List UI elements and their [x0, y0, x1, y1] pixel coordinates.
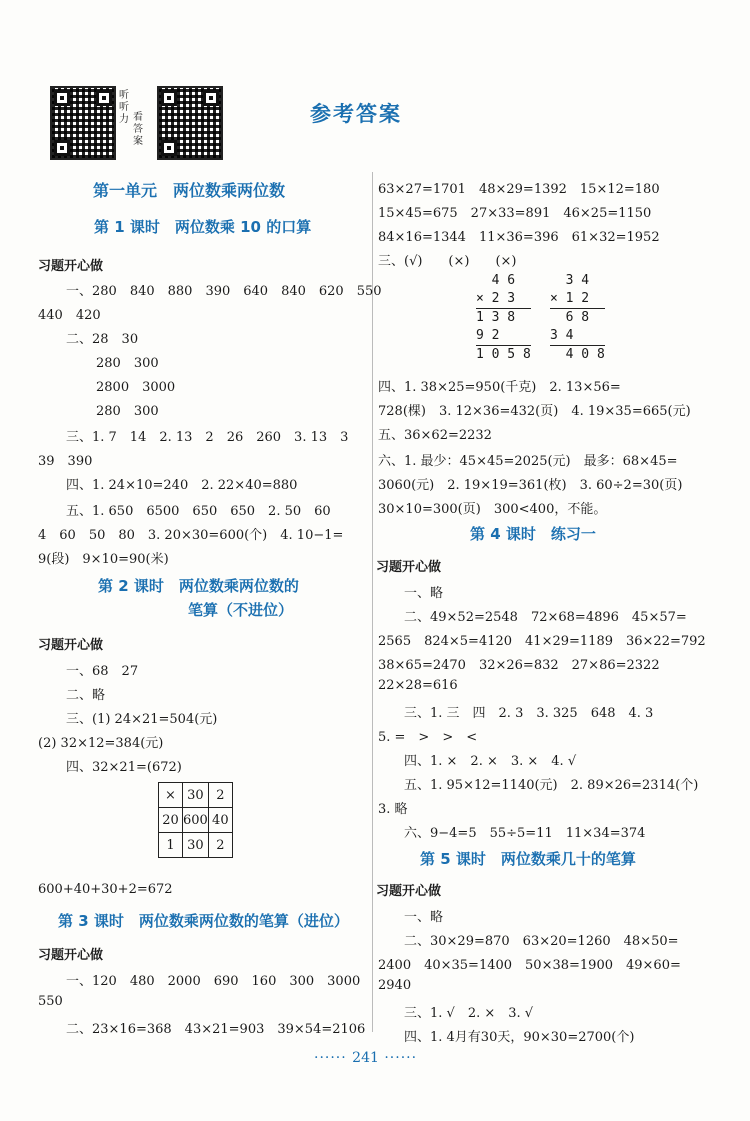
answer-line: 一、略	[404, 910, 444, 925]
answer-line: 9(段) 9×10=90(米)	[38, 552, 169, 567]
answer-line: 四、1. × 2. × 3. × 4. √	[404, 754, 577, 769]
answer-line: 二、略	[66, 688, 106, 703]
answer-line: 四、1. 4月有30天，90×30=2700(个)	[404, 1030, 635, 1045]
qr-code-listening[interactable]	[50, 86, 116, 160]
answer-line: 四、1. 38×25=950(千克) 2. 13×56=	[378, 380, 621, 395]
answer-line: 2565 824×5=4120 41×29=1189 36×22=792	[378, 634, 706, 649]
vertical-multiplication-2: 3 4 × 1 2 6 8 3 4 4 0 8	[550, 273, 605, 362]
answer-line: 三、1. √ 2. × 3. √	[404, 1006, 534, 1021]
section-label: 习题开心做	[38, 638, 104, 653]
answer-line: 280 300	[96, 404, 159, 419]
answer-line: 728(棵) 3. 12×36=432(页) 4. 19×35=665(元)	[378, 404, 691, 419]
lesson-2-heading: 第 2 课时 两位数乘两位数的	[98, 577, 299, 595]
answer-line: 五、1. 95×12=1140(元) 2. 89×26=2314(个)	[404, 778, 699, 793]
answer-line: 二、30×29=870 63×20=1260 48×50=	[404, 934, 679, 949]
answer-line: 二、23×16=368 43×21=903 39×54=2106	[66, 1022, 366, 1037]
answer-line: 2400 40×35=1400 50×38=1900 49×60=	[378, 958, 681, 973]
section-label: 习题开心做	[376, 884, 442, 899]
answer-line: (2) 32×12=384(元)	[38, 736, 164, 751]
column-divider	[372, 172, 373, 1032]
answer-line: 63×27=1701 48×29=1392 15×12=180	[378, 182, 660, 197]
lesson-3-heading: 第 3 课时 两位数乘两位数的笔算（进位）	[58, 912, 349, 930]
section-label: 习题开心做	[38, 259, 104, 274]
answer-line: 四、1. 24×10=240 2. 22×40=880	[66, 478, 298, 493]
vertical-multiplication-1: 4 6 × 2 3 1 3 8 9 2 1 0 5 8	[476, 273, 531, 362]
answer-line: 三、1. 7 14 2. 13 2 26 260 3. 13 3	[66, 430, 349, 445]
answer-line: 5. = > > <	[378, 730, 478, 745]
section-label: 习题开心做	[376, 560, 442, 575]
qr-label-listening: 听 听 力	[119, 90, 129, 125]
qr-code-answers[interactable]	[157, 86, 223, 160]
answer-line: 15×45=675 27×33=891 46×25=1150	[378, 206, 652, 221]
unit-heading: 第一单元 两位数乘两位数	[93, 181, 286, 200]
answer-line: 38×65=2470 32×26=832 27×86=2322	[378, 658, 660, 673]
answer-line: 440 420	[38, 308, 101, 323]
answer-line: 一、120 480 2000 690 160 300 3000	[66, 974, 361, 989]
answer-line: 二、49×52=2548 72×68=4896 45×57=	[404, 610, 687, 625]
answer-line: 五、1. 650 6500 650 650 2. 50 60	[66, 504, 331, 519]
section-label: 习题开心做	[38, 948, 104, 963]
page-title: 参考答案	[310, 102, 402, 126]
answer-line: 二、28 30	[66, 332, 139, 347]
answer-line: 3060(元) 2. 19×19=361(枚) 3. 60÷2=30(页)	[378, 478, 683, 493]
lesson-4-heading: 第 4 课时 练习一	[470, 525, 596, 543]
answer-line: 600+40+30+2=672	[38, 882, 173, 897]
answer-line: 五、36×62=2232	[378, 428, 492, 443]
page-number: ······ 241 ······	[314, 1050, 418, 1066]
answer-line: 2800 3000	[96, 380, 176, 395]
answer-line: 四、32×21=(672)	[66, 760, 182, 775]
answer-line: 4 60 50 80 3. 20×30=600(个) 4. 10−1=	[38, 528, 344, 543]
answer-line: 280 300	[96, 356, 159, 371]
answer-line: 2940	[378, 978, 412, 993]
lesson-1-heading: 第 1 课时 两位数乘 10 的口算	[94, 218, 312, 236]
multiplication-grid: × 30 2 20 600 40 1 30 2	[158, 782, 233, 858]
answer-line: 30×10=300(页) 300<400，不能。	[378, 502, 607, 517]
answer-line: 22×28=616	[378, 678, 458, 693]
answer-line: 六、1. 最少：45×45=2025(元) 最多：68×45=	[378, 454, 678, 469]
answer-line: 三、(1) 24×21=504(元)	[66, 712, 218, 727]
answer-line: 39 390	[38, 454, 93, 469]
lesson-2-heading-cont: 笔算（不进位）	[188, 601, 294, 619]
lesson-5-heading: 第 5 课时 两位数乘几十的笔算	[420, 850, 636, 868]
answer-line: 三、1. 三 四 2. 3 3. 325 648 4. 3	[404, 706, 654, 721]
answer-line: 550	[38, 994, 63, 1009]
answer-line: 一、68 27	[66, 664, 139, 679]
answer-line: 一、略	[404, 586, 444, 601]
answer-line: 一、280 840 880 390 640 840 620 550	[66, 284, 382, 299]
answer-line: 三、(√) (×) (×)	[378, 254, 517, 269]
answer-line: 六、9−4=5 55÷5=11 11×34=374	[404, 826, 646, 841]
answer-line: 3. 略	[378, 802, 408, 817]
answer-line: 84×16=1344 11×36=396 61×32=1952	[378, 230, 660, 245]
qr-label-answers: 看 答 案	[133, 112, 143, 147]
